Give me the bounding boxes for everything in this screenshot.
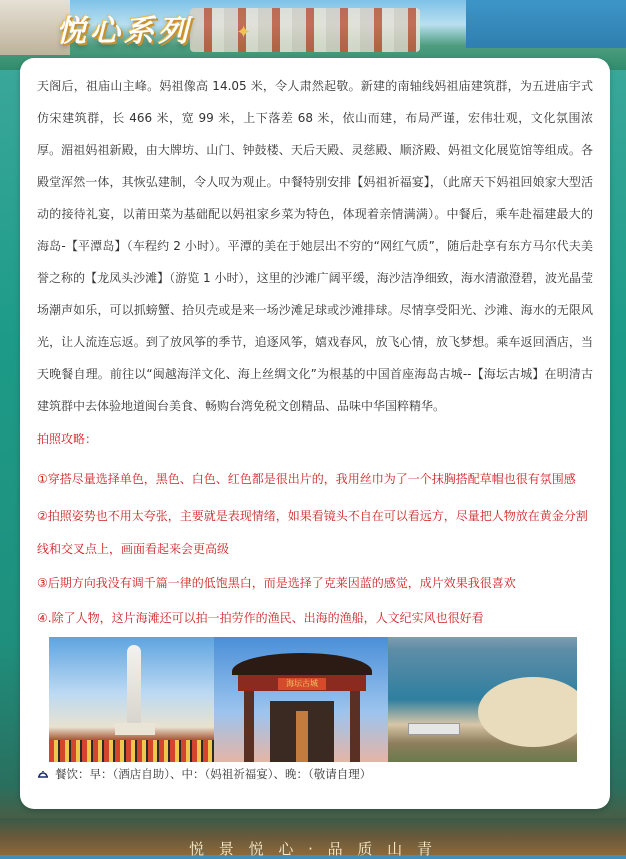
town-rooftops [190,8,420,52]
photo-tip-item: ④.除了人物，这片海滩还可以拍一拍劳作的渔民、出海的渔船，人文纪实风也很好看 [37,611,484,625]
dish-cover-icon [37,768,49,780]
statue-base [115,723,155,735]
photo-tip-item: ①穿搭尽量选择单色，黑色、白色、红色都是很出片的，我用丝巾为了一个抹胸搭配草帽也很有氛围感 [37,472,576,486]
gate-post-right [350,691,360,762]
photo-tip-item: ③后期方向我没有调千篇一律的低饱黑白，而是选择了克莱因蓝的感觉，成片效果我很喜欢 [37,576,516,590]
sparkle-icon: ✦ [236,22,252,43]
ancient-town-gate-photo [214,637,388,762]
gate-roof [232,653,372,675]
pagoda-tower [296,711,308,762]
photo-tips-title: 拍照攻略： [37,432,98,446]
statue-figure [127,645,141,725]
photo-tip-item: ②拍照姿势也不用太夸张，主要就是表现情绪，如果看镜头不自在可以看远方，尽量把人物放在黄金分割线和交叉点上，画面看起来会更高级 [37,509,588,556]
beach-coast-photo [388,637,577,762]
mazu-statue-photo [49,637,214,762]
gate-sign: 海坛古城 [278,678,326,690]
sand-beach [478,677,577,747]
itinerary-paragraph: 天阁后，祖庙山主峰。妈祖像高 14.05 米，令人肃然起敬。新建的南轴线妈祖庙建筑群，为五进庙宇式仿宋建筑群，长 466 米，宽 99 米，上下落差 68 米，依山而建，布局严谨，宏伟壮观，文化氛围浓厚。湄祖妈祖新殿，由大牌坊、山门、钟鼓楼、天后天殿、灵慈殿、顺济殿、妈祖文化展览馆等组成。各殿堂浑然一体，其恢弘建制，令人叹为观止。中餐特别安排【妈祖祈福宴】，（此席天下妈祖回娘家大型活动的接待礼宴，以莆田菜为基础配以妈祖家乡菜为特色，体现着亲情满满）。中餐后，乘车赴福建最大的海岛-【平潭岛】（车程约 2 小时）。平潭的美在于她层出不穷的“网红气质”，随后赴享有东方马尔代夫美誉之称的【龙凤头沙滩】（游览 1 小时），这里的沙滩广阔平缓，海沙洁净细致，海水清澈澄碧，波光晶莹场潮声如乐，可以抓螃蟹、拾贝壳或是来一场沙滩足球或沙滩排球。尽情享受阳光、沙滩、海水的无限风光，让人流连忘返。到了放风筝的季节，追逐风筝，嬉戏春风，放飞心情，放飞梦想。乘车返回酒店，当天晚餐自理。前往以“闽越海洋文化、海上丝绸文化”为根基的中国首座海岛古城--【海坛古城】在明清古建筑群中去体验地道闽台美食、畅购台湾免税文创精品、品味中华国粹精华。 [37,79,593,413]
sea-view [466,0,626,48]
meal-info [37,766,371,782]
brand-logo-title: 悦心系列 [56,14,192,49]
temple-crowd [49,740,214,762]
viewing-platform [408,723,460,735]
footer-slogan: 悦 景 悦 心 · 品 质 山 青 [189,840,437,858]
meal-text: 餐饮：早：（酒店自助）、中：（妈祖祈福宴）、晚：（敬请自理） [55,767,372,781]
gate-post-left [244,691,254,762]
photo-strip [49,637,577,762]
